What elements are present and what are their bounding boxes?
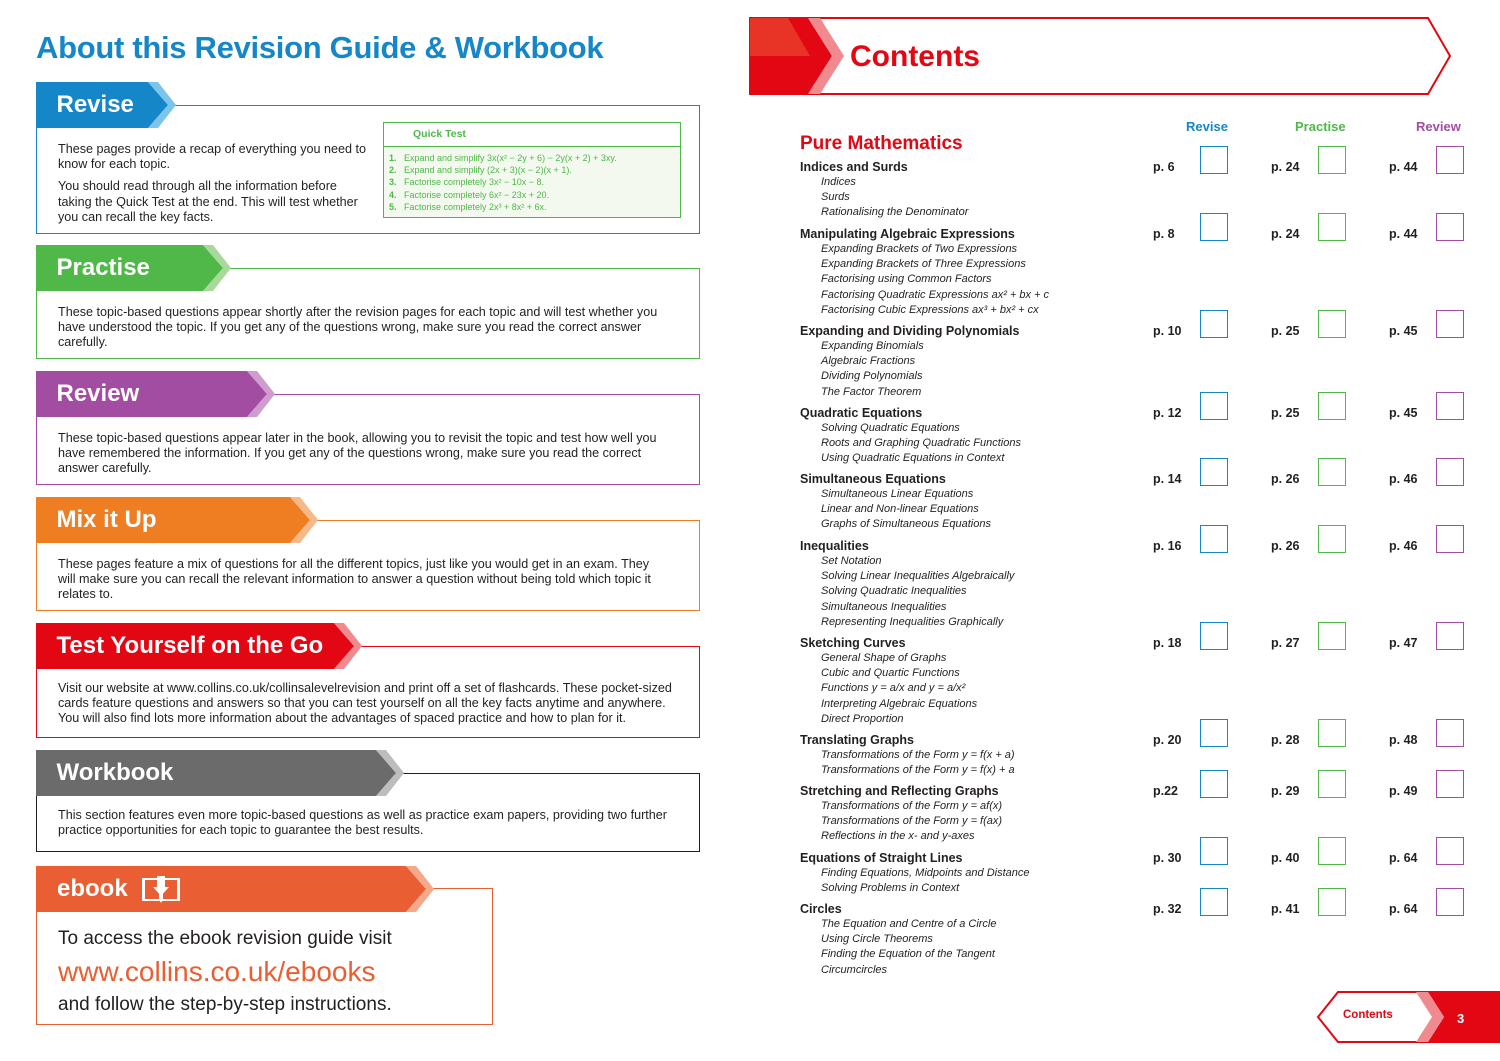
subtopic-item: Using Circle Theorems xyxy=(821,933,933,946)
topic-title: Indices and Surds xyxy=(800,160,908,174)
subtopic-item: Circumcircles xyxy=(821,963,887,976)
review-page-ref: p. 46 xyxy=(1389,539,1418,553)
section-review xyxy=(36,380,700,485)
quick-test-item: 4. Factorise completely 6x² − 23x + 20. xyxy=(389,189,550,200)
column-practise: Practise xyxy=(1295,119,1346,134)
subtopic-item: Transformations of the Form y = f(x) + a xyxy=(821,764,1015,777)
subtopic-item: Expanding Brackets of Three Expressions xyxy=(821,258,1026,271)
topic-entry xyxy=(800,324,1480,400)
subtopic-item: Rationalising the Denominator xyxy=(821,206,969,219)
subtopic-item: The Factor Theorem xyxy=(821,385,922,398)
revise-checkbox[interactable] xyxy=(1200,458,1228,486)
revise-checkbox[interactable] xyxy=(1200,310,1228,338)
section-title: Review xyxy=(56,380,140,407)
section-title: Practise xyxy=(56,254,150,281)
section-paragraph: These pages provide a recap of everything you need to know for each topic. xyxy=(58,142,367,172)
subtopic-item: Surds xyxy=(821,191,850,204)
section-title: Revise xyxy=(56,91,134,118)
revise-checkbox[interactable] xyxy=(1200,392,1228,420)
practise-checkbox[interactable] xyxy=(1318,458,1346,486)
subtopic-item: General Shape of Graphs xyxy=(821,652,947,664)
practise-page-ref: p. 28 xyxy=(1271,733,1300,747)
practise-checkbox[interactable] xyxy=(1318,888,1346,916)
practise-checkbox[interactable] xyxy=(1318,622,1346,650)
practise-page-ref: p. 27 xyxy=(1271,636,1300,650)
review-page-ref: p. 48 xyxy=(1389,733,1418,747)
subtopic-item: Solving Linear Inequalities Algebraically xyxy=(821,570,1015,583)
quick-test-item: 2. Expand and simplify (2x + 3)(x − 2)(x + 1). xyxy=(389,165,572,176)
column-review: Review xyxy=(1416,119,1461,134)
practise-page-ref: p. 40 xyxy=(1271,851,1300,865)
subtopic-item: Set Notation xyxy=(821,555,882,567)
review-page-ref: p. 49 xyxy=(1389,784,1418,798)
practise-page-ref: p. 24 xyxy=(1271,227,1300,241)
revise-checkbox[interactable] xyxy=(1200,837,1228,865)
column-revise: Revise xyxy=(1186,119,1228,134)
review-checkbox[interactable] xyxy=(1436,213,1464,241)
section-revise xyxy=(36,91,700,234)
topic-entry xyxy=(800,636,1480,727)
topic-entry xyxy=(800,406,1480,467)
practise-checkbox[interactable] xyxy=(1318,719,1346,747)
practise-page-ref: p. 24 xyxy=(1271,160,1300,174)
practise-checkbox[interactable] xyxy=(1318,770,1346,798)
review-checkbox[interactable] xyxy=(1436,837,1464,865)
revise-page-ref: p. 16 xyxy=(1153,539,1182,553)
section-title: Workbook xyxy=(56,759,174,786)
quick-test-item: 5. Factorise completely 2x³ + 8x² + 6x. xyxy=(389,201,547,212)
topic-entry xyxy=(800,733,1480,778)
review-checkbox[interactable] xyxy=(1436,719,1464,747)
subtopic-item: Direct Proportion xyxy=(821,712,904,725)
topic-title: Inequalities xyxy=(800,539,869,553)
quick-test-item: 3. Factorise completely 3x² − 10x − 8. xyxy=(389,177,545,188)
practise-checkbox[interactable] xyxy=(1318,310,1346,338)
topic-title: Circles xyxy=(800,902,842,916)
subtopic-item: Linear and Non-linear Equations xyxy=(821,503,979,516)
subtopic-item: Expanding Binomials xyxy=(821,340,924,352)
section-title: Mix it Up xyxy=(56,506,157,533)
download-book-icon xyxy=(140,874,182,904)
review-page-ref: p. 64 xyxy=(1389,851,1418,865)
ebook-line1: To access the ebook revision guide visit xyxy=(58,928,392,949)
practise-page-ref: p. 41 xyxy=(1271,902,1300,916)
quick-test-item: 1. Expand and simplify 3x(x² − 2y + 6) − 2y(x + 2) + 3xy. xyxy=(389,153,617,163)
subtopic-item: Factorising Quadratic Expressions ax² + bx + c xyxy=(821,288,1050,301)
subtopic-item: Solving Problems in Context xyxy=(821,882,960,895)
topic-title: Stretching and Reflecting Graphs xyxy=(800,784,999,798)
subtopic-item: Dividing Polynomials xyxy=(821,370,923,383)
section-test-yourself xyxy=(36,632,700,738)
practise-checkbox[interactable] xyxy=(1318,213,1346,241)
revise-page-ref: p. 8 xyxy=(1153,227,1175,241)
subtopic-item: Expanding Brackets of Two Expressions xyxy=(821,243,1018,255)
review-page-ref: p. 45 xyxy=(1389,406,1418,420)
revise-checkbox[interactable] xyxy=(1200,719,1228,747)
contents-title: Contents xyxy=(850,40,980,73)
topic-entry xyxy=(800,160,1480,221)
subtopic-item: Roots and Graphing Quadratic Functions xyxy=(821,437,1021,450)
revise-checkbox[interactable] xyxy=(1200,525,1228,553)
revise-page-ref: p. 30 xyxy=(1153,851,1182,865)
ebook-tab xyxy=(36,866,182,912)
ebook-label: ebook xyxy=(57,875,128,902)
review-checkbox[interactable] xyxy=(1436,888,1464,916)
topic-title: Manipulating Algebraic Expressions xyxy=(800,227,1015,241)
subtopic-item: Transformations of the Form y = af(x) xyxy=(821,800,1003,812)
review-checkbox[interactable] xyxy=(1436,392,1464,420)
section-paragraph: These topic-based questions appear shortly after the revision pages for each topic and will test whether you have understood the topic. If you get any of the questions wrong, make sure you read the correct answer carefully. xyxy=(58,305,658,350)
quick-test-title: Quick Test xyxy=(384,123,680,147)
topic-title: Equations of Straight Lines xyxy=(800,851,963,865)
quick-test-card xyxy=(383,122,681,218)
subtopic-item: Representing Inequalities Graphically xyxy=(821,615,1004,628)
practise-checkbox[interactable] xyxy=(1318,146,1346,174)
section-paragraph: These topic-based questions appear later in the book, allowing you to revisit the topic and test how well you have remembered the information. If you get any of the questions wrong, make sure you read the correct answer carefully. xyxy=(58,431,657,476)
subtopic-item: Solving Quadratic Inequalities xyxy=(821,585,967,598)
revise-checkbox[interactable] xyxy=(1200,770,1228,798)
section-paragraph: You should read through all the information before taking the Quick Test at the end. This will test whether you can recall the key facts. xyxy=(58,179,358,224)
revise-checkbox[interactable] xyxy=(1200,146,1228,174)
review-page-ref: p. 47 xyxy=(1389,636,1418,650)
section-workbook xyxy=(36,759,700,852)
revise-checkbox[interactable] xyxy=(1200,622,1228,650)
review-checkbox[interactable] xyxy=(1436,146,1464,174)
review-page-ref: p. 45 xyxy=(1389,324,1418,338)
practise-page-ref: p. 25 xyxy=(1271,324,1300,338)
subtopic-item: Transformations of the Form y = f(ax) xyxy=(821,815,1003,828)
section-paragraph: Visit our website at www.collins.co.uk/collinsalevelrevision and print off a set of flashcards. These pocket-sized cards feature questions and answers so that you can test yourself on all the key facts anytime and anywhere. You will also find lots more information about the advantages of spaced practice and how to plan for it. xyxy=(58,681,672,726)
subtopic-item: Finding the Equation of the Tangent xyxy=(821,948,995,961)
review-page-ref: p. 64 xyxy=(1389,902,1418,916)
topic-title: Sketching Curves xyxy=(800,636,906,650)
subtopic-item: Simultaneous Linear Equations xyxy=(821,488,974,500)
topic-title: Simultaneous Equations xyxy=(800,472,946,486)
revise-page-ref: p. 20 xyxy=(1153,733,1182,747)
revise-page-ref: p. 10 xyxy=(1153,324,1182,338)
subtopic-item: Graphs of Simultaneous Equations xyxy=(821,518,991,531)
topic-title: Quadratic Equations xyxy=(800,406,923,420)
subtopic-item: Reflections in the x- and y-axes xyxy=(821,830,975,843)
section-heading: Pure Mathematics xyxy=(800,133,963,154)
review-page-ref: p. 44 xyxy=(1389,227,1418,241)
section-paragraph: This section features even more topic-based questions as well as practice exam papers, providing two further practice opportunities for each topic to guarantee the best results. xyxy=(58,808,668,838)
topic-title: Translating Graphs xyxy=(800,733,914,747)
subtopic-item: Transformations of the Form y = f(x + a) xyxy=(821,749,1015,761)
review-checkbox[interactable] xyxy=(1436,525,1464,553)
subtopic-item: Algebraic Fractions xyxy=(821,355,916,368)
review-checkbox[interactable] xyxy=(1436,622,1464,650)
revise-page-ref: p. 6 xyxy=(1153,160,1175,174)
footer-contents-link[interactable]: Contents xyxy=(1343,1009,1393,1021)
page-title: About this Revision Guide & Workbook xyxy=(36,30,604,65)
subtopic-item: Simultaneous Inequalities xyxy=(821,600,947,613)
subtopic-item: Factorising Cubic Expressions ax³ + bx² + cx xyxy=(821,303,1039,316)
practise-page-ref: p. 26 xyxy=(1271,539,1300,553)
subtopic-item: Factorising using Common Factors xyxy=(821,273,992,286)
subtopic-item: Functions y = a/x and y = a/x² xyxy=(821,682,966,695)
section-practise xyxy=(36,254,700,359)
subtopic-item: Finding Equations, Midpoints and Distance xyxy=(821,867,1030,879)
topic-entry xyxy=(800,851,1480,896)
subtopic-item: Cubic and Quartic Functions xyxy=(821,667,960,680)
revise-page-ref: p.22 xyxy=(1153,784,1179,798)
practise-page-ref: p. 25 xyxy=(1271,406,1300,420)
practise-checkbox[interactable] xyxy=(1318,525,1346,553)
practise-checkbox[interactable] xyxy=(1318,392,1346,420)
ebook-link[interactable]: www.collins.co.uk/ebooks xyxy=(58,956,376,987)
section-title: Test Yourself on the Go xyxy=(56,632,324,659)
subtopic-item: Solving Quadratic Equations xyxy=(821,422,960,434)
practise-checkbox[interactable] xyxy=(1318,837,1346,865)
ebook-line2: and follow the step-by-step instructions. xyxy=(58,994,392,1015)
revise-page-ref: p. 32 xyxy=(1153,902,1182,916)
topic-entry xyxy=(800,539,1480,630)
topic-entry xyxy=(800,902,1480,978)
review-checkbox[interactable] xyxy=(1436,458,1464,486)
revise-page-ref: p. 12 xyxy=(1153,406,1182,420)
revise-page-ref: p. 14 xyxy=(1153,472,1182,486)
section-mix-it-up xyxy=(36,506,700,611)
topic-entry xyxy=(800,472,1480,533)
topic-entry xyxy=(800,227,1480,318)
page-number: 3 xyxy=(1457,1011,1465,1026)
review-checkbox[interactable] xyxy=(1436,310,1464,338)
revise-checkbox[interactable] xyxy=(1200,888,1228,916)
revise-checkbox[interactable] xyxy=(1200,213,1228,241)
subtopic-item: Indices xyxy=(821,176,856,188)
subtopic-item: The Equation and Centre of a Circle xyxy=(821,918,997,930)
subtopic-item: Interpreting Algebraic Equations xyxy=(821,697,978,710)
topic-entry xyxy=(800,784,1480,845)
practise-page-ref: p. 26 xyxy=(1271,472,1300,486)
revise-page-ref: p. 18 xyxy=(1153,636,1182,650)
subtopic-item: Using Quadratic Equations in Context xyxy=(821,452,1005,465)
practise-page-ref: p. 29 xyxy=(1271,784,1300,798)
review-checkbox[interactable] xyxy=(1436,770,1464,798)
section-paragraph: These pages feature a mix of questions for all the different topics, just like you would get in an exam. They will make sure you can recall the relevant information to answer a question without being told which topic it relates to. xyxy=(58,557,651,602)
review-page-ref: p. 46 xyxy=(1389,472,1418,486)
review-page-ref: p. 44 xyxy=(1389,160,1418,174)
topic-title: Expanding and Dividing Polynomials xyxy=(800,324,1020,338)
